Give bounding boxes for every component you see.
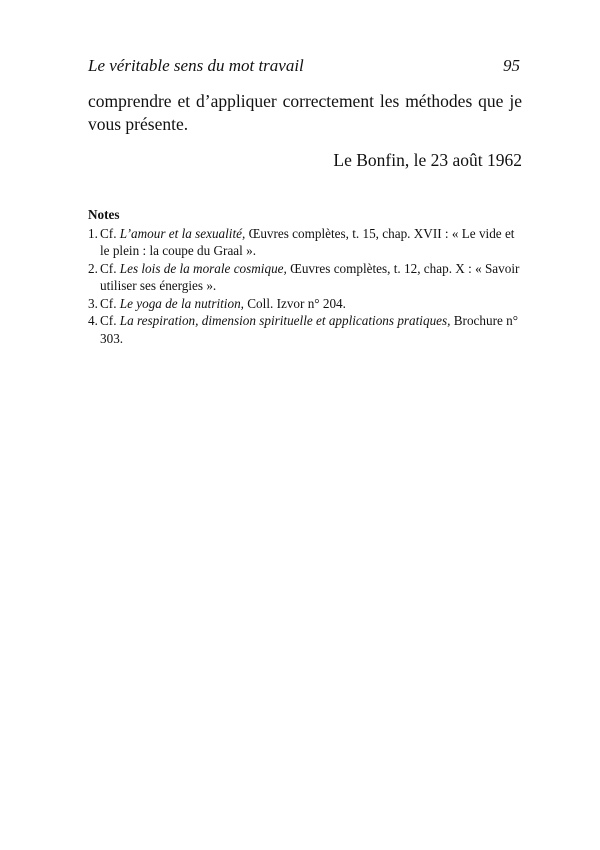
note-number: 3. xyxy=(88,295,98,311)
note-work-title: Le yoga de la nutrition, xyxy=(119,295,244,311)
notes-section xyxy=(88,206,522,347)
body-line: comprendre et d’appliquer correctement les méthodes que je xyxy=(88,91,522,111)
note-prefix: Cf. xyxy=(100,295,120,311)
note-work-title: L’amour et la sexualité, xyxy=(119,225,246,241)
note-number: 4. xyxy=(88,313,98,328)
note-item xyxy=(88,312,522,347)
notes-heading: Notes xyxy=(88,207,120,222)
place-date-signature: Le Bonfin, le 23 août 1962 xyxy=(333,150,522,170)
note-reference: Brochure n° 303. xyxy=(100,313,518,346)
notes-list xyxy=(88,225,522,348)
note-item xyxy=(88,225,522,260)
body-paragraph xyxy=(88,90,522,136)
note-item xyxy=(88,295,522,313)
note-reference: Œuvres complètes, t. 12, chap. X : « Savoir utiliser ses énergies ». xyxy=(100,260,520,293)
body-line: vous présente. xyxy=(88,114,189,134)
running-title: Le véritable sens du mot travail xyxy=(88,56,304,75)
note-item xyxy=(88,260,522,295)
note-number: 2. xyxy=(88,260,98,276)
note-number: 1. xyxy=(88,225,98,241)
note-prefix: Cf. xyxy=(100,260,120,276)
note-reference: Coll. Izvor n° 204. xyxy=(243,295,346,311)
running-head xyxy=(88,56,520,80)
note-reference: Œuvres complètes, t. 15, chap. XVII : « Le vide et le plein : la coupe du Graal ». xyxy=(100,225,515,258)
note-prefix: Cf. xyxy=(100,225,120,241)
page-number: 95 xyxy=(503,56,520,75)
note-prefix: Cf. xyxy=(100,313,120,328)
note-work-title: Les lois de la morale cosmique, xyxy=(119,260,287,276)
note-work-title: La respiration, dimension spirituelle et applications pratiques, xyxy=(119,313,451,328)
